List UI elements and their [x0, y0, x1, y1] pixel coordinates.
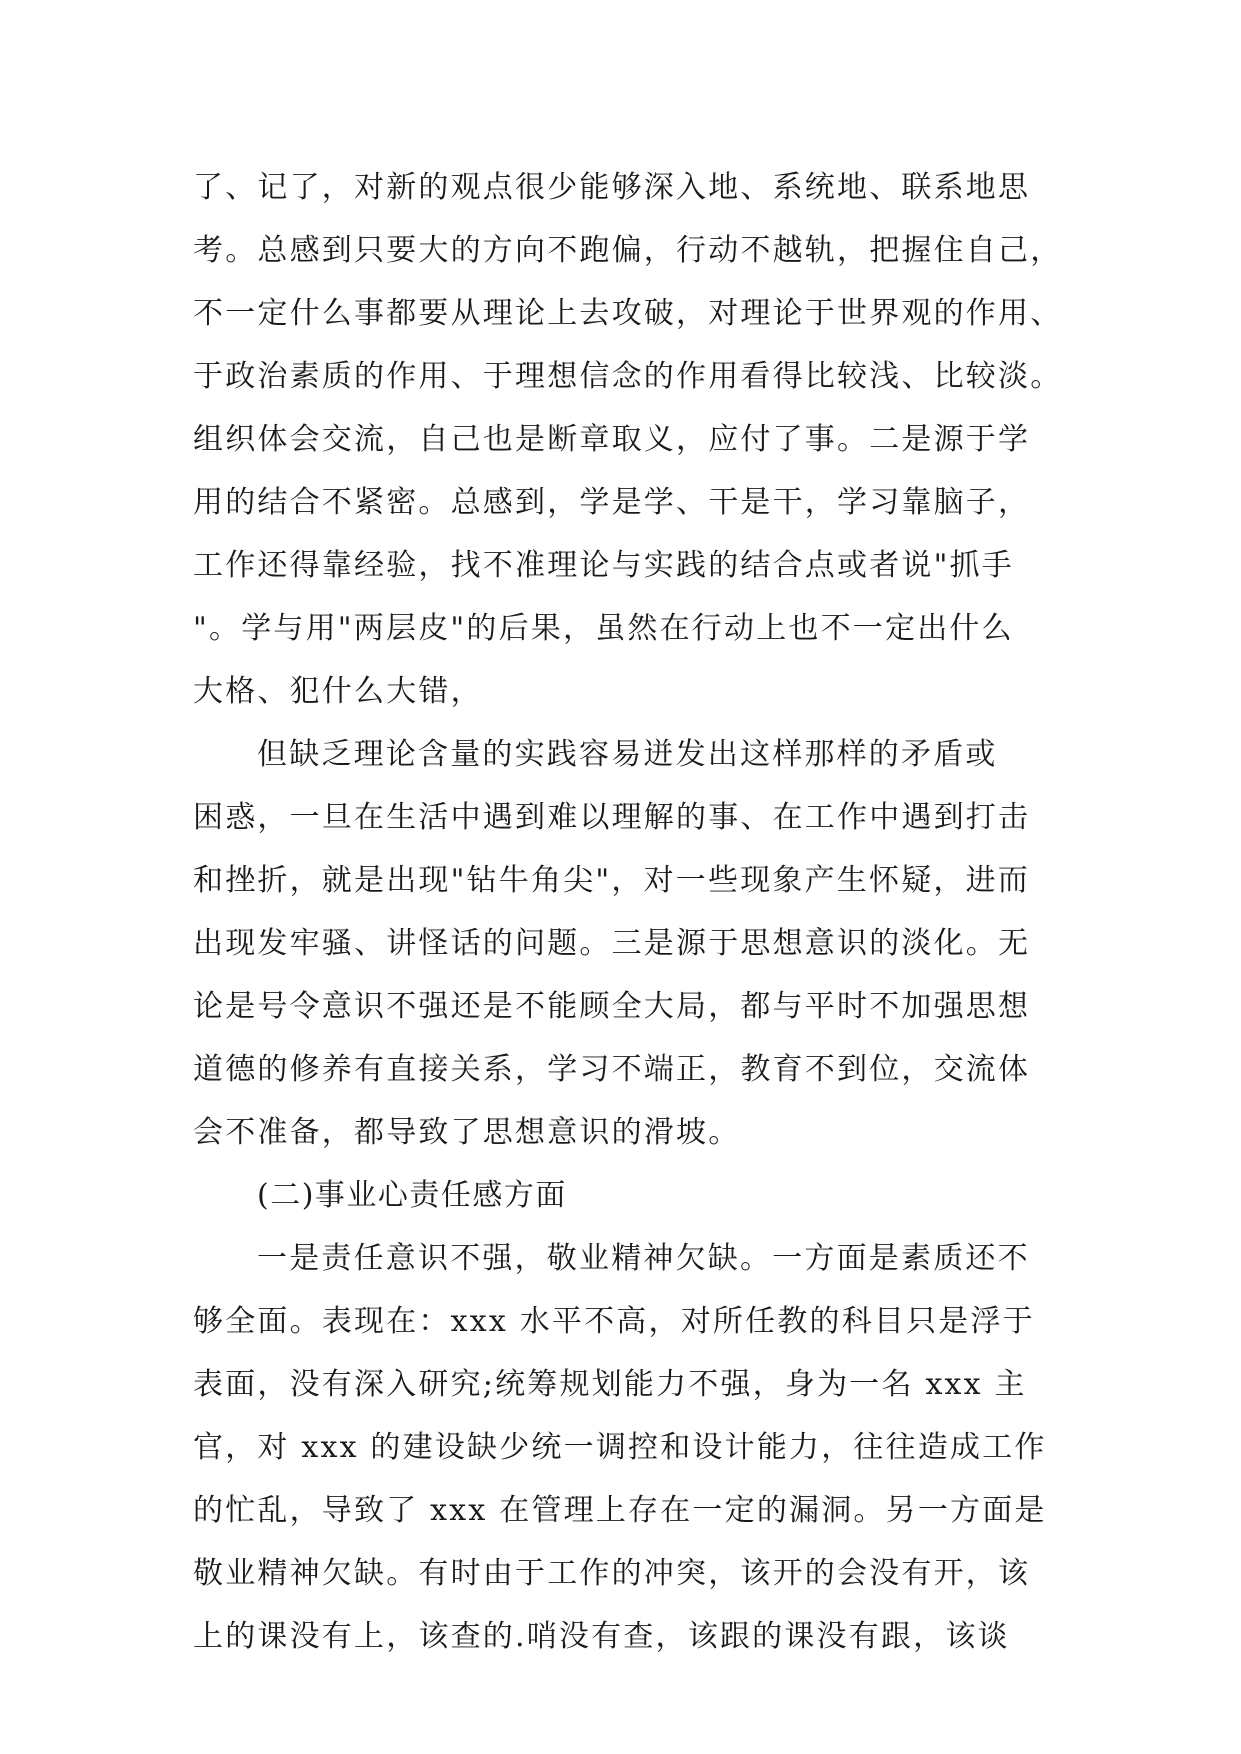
document-body	[193, 156, 1093, 1668]
text-line: 组织体会交流，自己也是断章取义，应付了事。二是源于学	[193, 422, 1031, 457]
text-line: 考。总感到只要大的方向不跑偏，行动不越轨，把握住自己，	[193, 233, 1063, 268]
text-line: 于政治素质的作用、于理想信念的作用看得比较浅、比较淡。	[193, 359, 1063, 394]
section-heading: (二)事业心责任感方面	[257, 1178, 567, 1213]
text-line: 大格、犯什么大错，	[193, 674, 483, 709]
text-line: 官，对 xxx 的建设缺少统一调控和设计能力，往往造成工作	[193, 1430, 1047, 1465]
text-line: 敬业精神欠缺。有时由于工作的冲突，该开的会没有开，该	[193, 1556, 1031, 1591]
text-line: 工作还得靠经验，找不准理论与实践的结合点或者说"抓手	[193, 548, 1014, 583]
paragraph-start-line: 一是责任意识不强，敬业精神欠缺。一方面是素质还不	[257, 1241, 1030, 1276]
text-line: 了、记了，对新的观点很少能够深入地、系统地、联系地思	[193, 170, 1031, 205]
text-line: 用的结合不紧密。总感到，学是学、干是干，学习靠脑子，	[193, 485, 1031, 520]
text-line: 出现发牢骚、讲怪话的问题。三是源于思想意识的淡化。无	[193, 926, 1031, 961]
text-line: 表面，没有深入研究;统筹规划能力不强，身为一名 xxx 主	[193, 1367, 1027, 1402]
text-line: 上的课没有上，该查的.哨没有查，该跟的课没有跟，该谈	[193, 1619, 1010, 1654]
text-line: 论是号令意识不强还是不能顾全大局，都与平时不加强思想	[193, 989, 1031, 1024]
text-line: 和挫折，就是出现"钻牛角尖"，对一些现象产生怀疑，进而	[193, 863, 1030, 898]
text-line: 够全面。表现在：xxx 水平不高，对所任教的科目只是浮于	[193, 1304, 1035, 1339]
text-line: 的忙乱，导致了 xxx 在管理上存在一定的漏洞。另一方面是	[193, 1493, 1047, 1528]
paragraph-start-line: 但缺乏理论含量的实践容易迸发出这样那样的矛盾或	[257, 737, 998, 772]
text-line: 道德的修养有直接关系，学习不端正，教育不到位，交流体	[193, 1052, 1031, 1087]
text-line: "。学与用"两层皮"的后果，虽然在行动上也不一定出什么	[193, 611, 1014, 646]
text-line: 会不准备，都导致了思想意识的滑坡。	[193, 1115, 741, 1150]
text-line: 困惑，一旦在生活中遇到难以理解的事、在工作中遇到打击	[193, 800, 1031, 835]
text-line: 不一定什么事都要从理论上去攻破，对理论于世界观的作用、	[193, 296, 1063, 331]
